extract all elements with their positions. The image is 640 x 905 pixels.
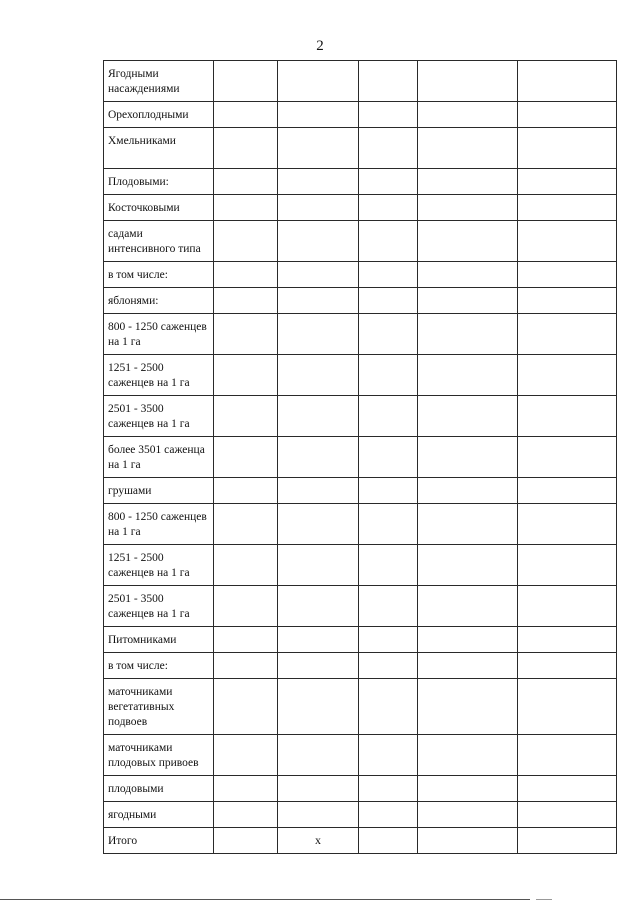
value-cell[interactable] [418, 169, 518, 195]
row-label-text: Хмельниками [108, 135, 176, 147]
value-cell[interactable] [278, 195, 359, 221]
value-cell[interactable] [278, 61, 359, 102]
table-row [104, 195, 617, 221]
row-label [104, 627, 214, 653]
value-cell[interactable] [518, 545, 617, 586]
value-cell[interactable] [518, 776, 617, 802]
form-table [103, 60, 617, 854]
table-row [104, 545, 617, 586]
row-label-text: 1251 - 2500 саженцев на 1 га [108, 552, 190, 579]
table-row [104, 802, 617, 828]
value-cell[interactable] [214, 61, 278, 102]
value-cell[interactable]: х [278, 828, 359, 854]
table-row [104, 828, 617, 854]
row-label [104, 128, 214, 169]
value-cell[interactable] [278, 627, 359, 653]
value-cell[interactable] [278, 221, 359, 262]
row-label-text: Плодовыми: [108, 176, 169, 188]
row-label [104, 102, 214, 128]
value-cell[interactable] [214, 195, 278, 221]
value-cell[interactable] [359, 169, 418, 195]
table-row [104, 61, 617, 102]
value-cell[interactable] [518, 478, 617, 504]
value-cell[interactable] [278, 586, 359, 627]
value-cell[interactable] [518, 653, 617, 679]
row-label [104, 314, 214, 355]
value-cell[interactable] [278, 437, 359, 478]
value-cell[interactable] [214, 437, 278, 478]
value-cell[interactable] [418, 262, 518, 288]
value-cell[interactable] [418, 221, 518, 262]
value-cell[interactable] [359, 776, 418, 802]
value-cell[interactable] [518, 437, 617, 478]
row-label [104, 437, 214, 478]
row-label [104, 653, 214, 679]
value-cell[interactable] [359, 262, 418, 288]
value-cell[interactable] [359, 221, 418, 262]
row-label-text: плодовыми [108, 783, 164, 795]
value-cell[interactable] [518, 221, 617, 262]
value-cell[interactable] [278, 128, 359, 169]
value-cell[interactable] [418, 679, 518, 735]
table-row [104, 776, 617, 802]
row-label [104, 828, 214, 854]
value-cell[interactable] [518, 504, 617, 545]
row-label-text: маточниками плодовых привоев [108, 742, 199, 769]
value-cell[interactable] [359, 288, 418, 314]
value-cell[interactable] [418, 586, 518, 627]
value-cell[interactable] [214, 504, 278, 545]
row-label [104, 221, 214, 262]
row-label [104, 169, 214, 195]
value-cell[interactable] [278, 478, 359, 504]
table-row [104, 627, 617, 653]
value-cell[interactable] [214, 102, 278, 128]
row-label-text: садами интенсивного типа [108, 228, 201, 255]
value-cell[interactable] [518, 195, 617, 221]
row-label [104, 195, 214, 221]
value-cell[interactable] [278, 314, 359, 355]
value-cell[interactable] [214, 314, 278, 355]
value-cell[interactable] [418, 545, 518, 586]
row-label [104, 776, 214, 802]
value-cell[interactable] [214, 545, 278, 586]
value-cell[interactable] [518, 735, 617, 776]
value-cell[interactable] [359, 437, 418, 478]
value-cell[interactable] [278, 504, 359, 545]
value-cell[interactable] [518, 627, 617, 653]
table-row [104, 679, 617, 735]
value-cell[interactable] [418, 314, 518, 355]
value-cell[interactable] [214, 828, 278, 854]
value-cell[interactable] [518, 262, 617, 288]
value-cell[interactable] [278, 653, 359, 679]
value-cell[interactable] [214, 802, 278, 828]
value-cell[interactable] [278, 679, 359, 735]
value-cell[interactable] [214, 355, 278, 396]
row-label-text: Орехоплодными [108, 109, 189, 121]
value-cell[interactable] [359, 802, 418, 828]
value-cell[interactable] [278, 288, 359, 314]
value-cell[interactable] [214, 478, 278, 504]
value-cell[interactable] [214, 221, 278, 262]
value-cell[interactable] [518, 61, 617, 102]
value-cell[interactable] [359, 586, 418, 627]
value-cell[interactable] [214, 396, 278, 437]
table-row [104, 102, 617, 128]
table-row [104, 314, 617, 355]
value-cell[interactable] [214, 128, 278, 169]
value-cell[interactable] [278, 262, 359, 288]
value-cell[interactable] [518, 169, 617, 195]
value-cell[interactable] [214, 627, 278, 653]
row-label [104, 262, 214, 288]
table-row [104, 221, 617, 262]
row-label [104, 802, 214, 828]
value-cell[interactable] [418, 627, 518, 653]
table-row [104, 262, 617, 288]
value-cell[interactable] [518, 102, 617, 128]
row-label-text: в том числе: [108, 269, 168, 281]
value-cell[interactable] [359, 355, 418, 396]
row-label-text: грушами [108, 485, 152, 497]
value-cell[interactable] [359, 828, 418, 854]
value-cell[interactable] [359, 504, 418, 545]
value-cell[interactable] [418, 478, 518, 504]
value-cell[interactable] [278, 169, 359, 195]
value-cell[interactable] [278, 355, 359, 396]
value-cell[interactable] [418, 437, 518, 478]
value-cell[interactable] [278, 802, 359, 828]
value-cell[interactable] [418, 735, 518, 776]
value-cell[interactable] [518, 586, 617, 627]
value-cell[interactable] [359, 396, 418, 437]
value-cell[interactable] [518, 128, 617, 169]
value-cell[interactable] [214, 679, 278, 735]
row-label [104, 679, 214, 735]
row-label-text: 2501 - 3500 саженцев на 1 га [108, 593, 190, 620]
value-cell[interactable] [518, 314, 617, 355]
value-cell[interactable] [418, 102, 518, 128]
row-label-text: маточниками вегетативных подвоев [108, 686, 175, 728]
value-cell[interactable] [214, 735, 278, 776]
value-cell[interactable] [278, 545, 359, 586]
table-row [104, 128, 617, 169]
table-row [104, 586, 617, 627]
value-cell[interactable] [518, 396, 617, 437]
value-cell[interactable] [418, 195, 518, 221]
value-cell[interactable] [518, 679, 617, 735]
bottom-rule-tail [536, 899, 552, 900]
value-cell[interactable] [518, 828, 617, 854]
row-label-text: 2501 - 3500 саженцев на 1 га [108, 403, 190, 430]
value-cell[interactable] [518, 802, 617, 828]
value-cell[interactable] [418, 61, 518, 102]
table-row [104, 478, 617, 504]
value-cell[interactable] [359, 478, 418, 504]
row-label-text: яблонями: [108, 295, 159, 307]
table-row [104, 504, 617, 545]
table-row [104, 288, 617, 314]
row-label-text: 800 - 1250 саженцев на 1 га [108, 511, 207, 538]
value-cell[interactable] [418, 653, 518, 679]
table-row [104, 169, 617, 195]
value-cell[interactable] [359, 735, 418, 776]
bottom-rule [0, 899, 530, 900]
table-row [104, 437, 617, 478]
value-cell[interactable] [278, 396, 359, 437]
value-cell[interactable] [418, 828, 518, 854]
row-label-text: более 3501 саженца на 1 га [108, 444, 205, 471]
value-cell[interactable] [359, 679, 418, 735]
row-label-text: 800 - 1250 саженцев на 1 га [108, 321, 207, 348]
row-label [104, 504, 214, 545]
row-label-text: ягодными [108, 809, 157, 821]
row-label [104, 478, 214, 504]
value-cell[interactable] [214, 586, 278, 627]
value-cell[interactable] [359, 653, 418, 679]
row-label [104, 355, 214, 396]
value-cell[interactable] [214, 776, 278, 802]
value-cell[interactable] [359, 61, 418, 102]
table-row [104, 396, 617, 437]
value-cell[interactable] [359, 545, 418, 586]
table-row [104, 653, 617, 679]
value-cell[interactable] [278, 776, 359, 802]
value-cell[interactable] [418, 128, 518, 169]
value-cell[interactable] [214, 262, 278, 288]
row-label [104, 586, 214, 627]
row-label-text: Косточковыми [108, 202, 180, 214]
row-label [104, 61, 214, 102]
value-cell[interactable] [418, 504, 518, 545]
table-row [104, 355, 617, 396]
value-cell[interactable] [518, 355, 617, 396]
value-cell[interactable] [418, 396, 518, 437]
value-cell[interactable] [359, 102, 418, 128]
value-cell[interactable] [518, 288, 617, 314]
table-row [104, 735, 617, 776]
row-label-text: в том числе: [108, 660, 168, 672]
row-label [104, 735, 214, 776]
value-cell[interactable] [214, 653, 278, 679]
row-label [104, 396, 214, 437]
row-label [104, 288, 214, 314]
value-cell[interactable] [278, 735, 359, 776]
value-cell[interactable] [214, 169, 278, 195]
page-number: 2 [316, 38, 324, 54]
value-cell[interactable] [359, 314, 418, 355]
row-label-text: Итого [108, 835, 138, 847]
row-label-text: Питомниками [108, 634, 177, 646]
value-cell[interactable] [418, 355, 518, 396]
value-cell[interactable] [359, 195, 418, 221]
value-cell[interactable] [418, 776, 518, 802]
value-cell[interactable] [418, 288, 518, 314]
row-label [104, 545, 214, 586]
row-label-text: 1251 - 2500 саженцев на 1 га [108, 362, 190, 389]
value-cell[interactable] [214, 288, 278, 314]
value-cell[interactable] [359, 627, 418, 653]
row-label-text: Ягодными насаждениями [108, 68, 180, 95]
value-cell[interactable] [359, 128, 418, 169]
value-cell[interactable] [278, 102, 359, 128]
value-cell[interactable] [418, 802, 518, 828]
